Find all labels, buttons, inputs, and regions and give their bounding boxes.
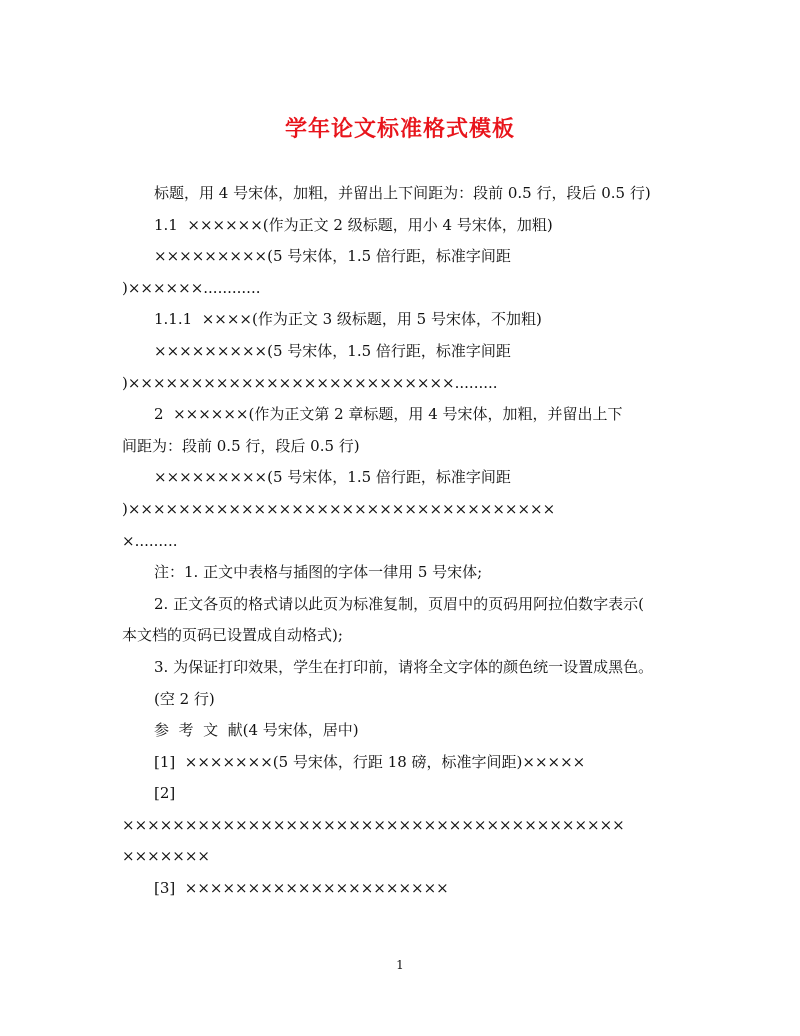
body-line: (空 2 行) bbox=[154, 689, 215, 708]
body-line: 2. 正文各页的格式请以此页为标准复制，页眉中的页码用阿拉伯数字表示( bbox=[154, 594, 644, 613]
body-line: ×××××××××(5 号宋体，1.5 倍行距，标准字间距 bbox=[154, 247, 511, 266]
body-line: 1.1.1 ××××(作为正文 3 级标题，用 5 号宋体，不加粗) bbox=[154, 310, 542, 329]
body-line: 标题，用 4 号宋体，加粗，并留出上下间距为：段前 0.5 行，段后 0.5 行) bbox=[154, 184, 651, 202]
body-line: [1] ×××××××(5 号宋体，行距 18 磅，标准字间距)××××× bbox=[154, 752, 586, 771]
body-line: [3] ××××××××××××××××××××× bbox=[154, 879, 449, 898]
body-line: ×......... bbox=[122, 531, 178, 550]
body-line: )××××××............ bbox=[122, 278, 261, 297]
body-line: ×××××××××××××××××××××××××××××××××××××××× bbox=[122, 815, 625, 834]
document-title: 学年论文标准格式模板 bbox=[284, 116, 515, 142]
body-line: 间距为：段前 0.5 行，段后 0.5 行) bbox=[122, 436, 360, 455]
body-line: ×××××××××(5 号宋体，1.5 倍行距，标准字间距 bbox=[154, 341, 511, 360]
body-line: ×××××××××(5 号宋体，1.5 倍行距，标准字间距 bbox=[154, 468, 511, 487]
body-line: 1.1 ××××××(作为正文 2 级标题，用小 4 号宋体，加粗) bbox=[154, 215, 553, 234]
body-line: )×××××××××××××××××××××××××××××××××× bbox=[122, 499, 556, 518]
body-line: 2 ××××××(作为正文第 2 章标题，用 4 号宋体，加粗，并留出上下 bbox=[154, 405, 623, 424]
body-line: 注：1. 正文中表格与插图的字体一律用 5 号宋体; bbox=[154, 563, 483, 582]
body-line: 本文档的页码已设置成自动格式); bbox=[122, 626, 343, 645]
page-number: 1 bbox=[396, 958, 404, 972]
body-line: ××××××× bbox=[122, 847, 210, 866]
document-body bbox=[122, 178, 678, 905]
body-line: 参 考 文 献(4 号宋体，居中) bbox=[154, 721, 359, 740]
body-line: )××××××××××××××××××××××××××......... bbox=[122, 373, 498, 392]
body-line: [2] bbox=[154, 784, 176, 803]
body-line: 3. 为保证打印效果，学生在打印前，请将全文字体的颜色统一设置成黑色。 bbox=[154, 657, 654, 676]
